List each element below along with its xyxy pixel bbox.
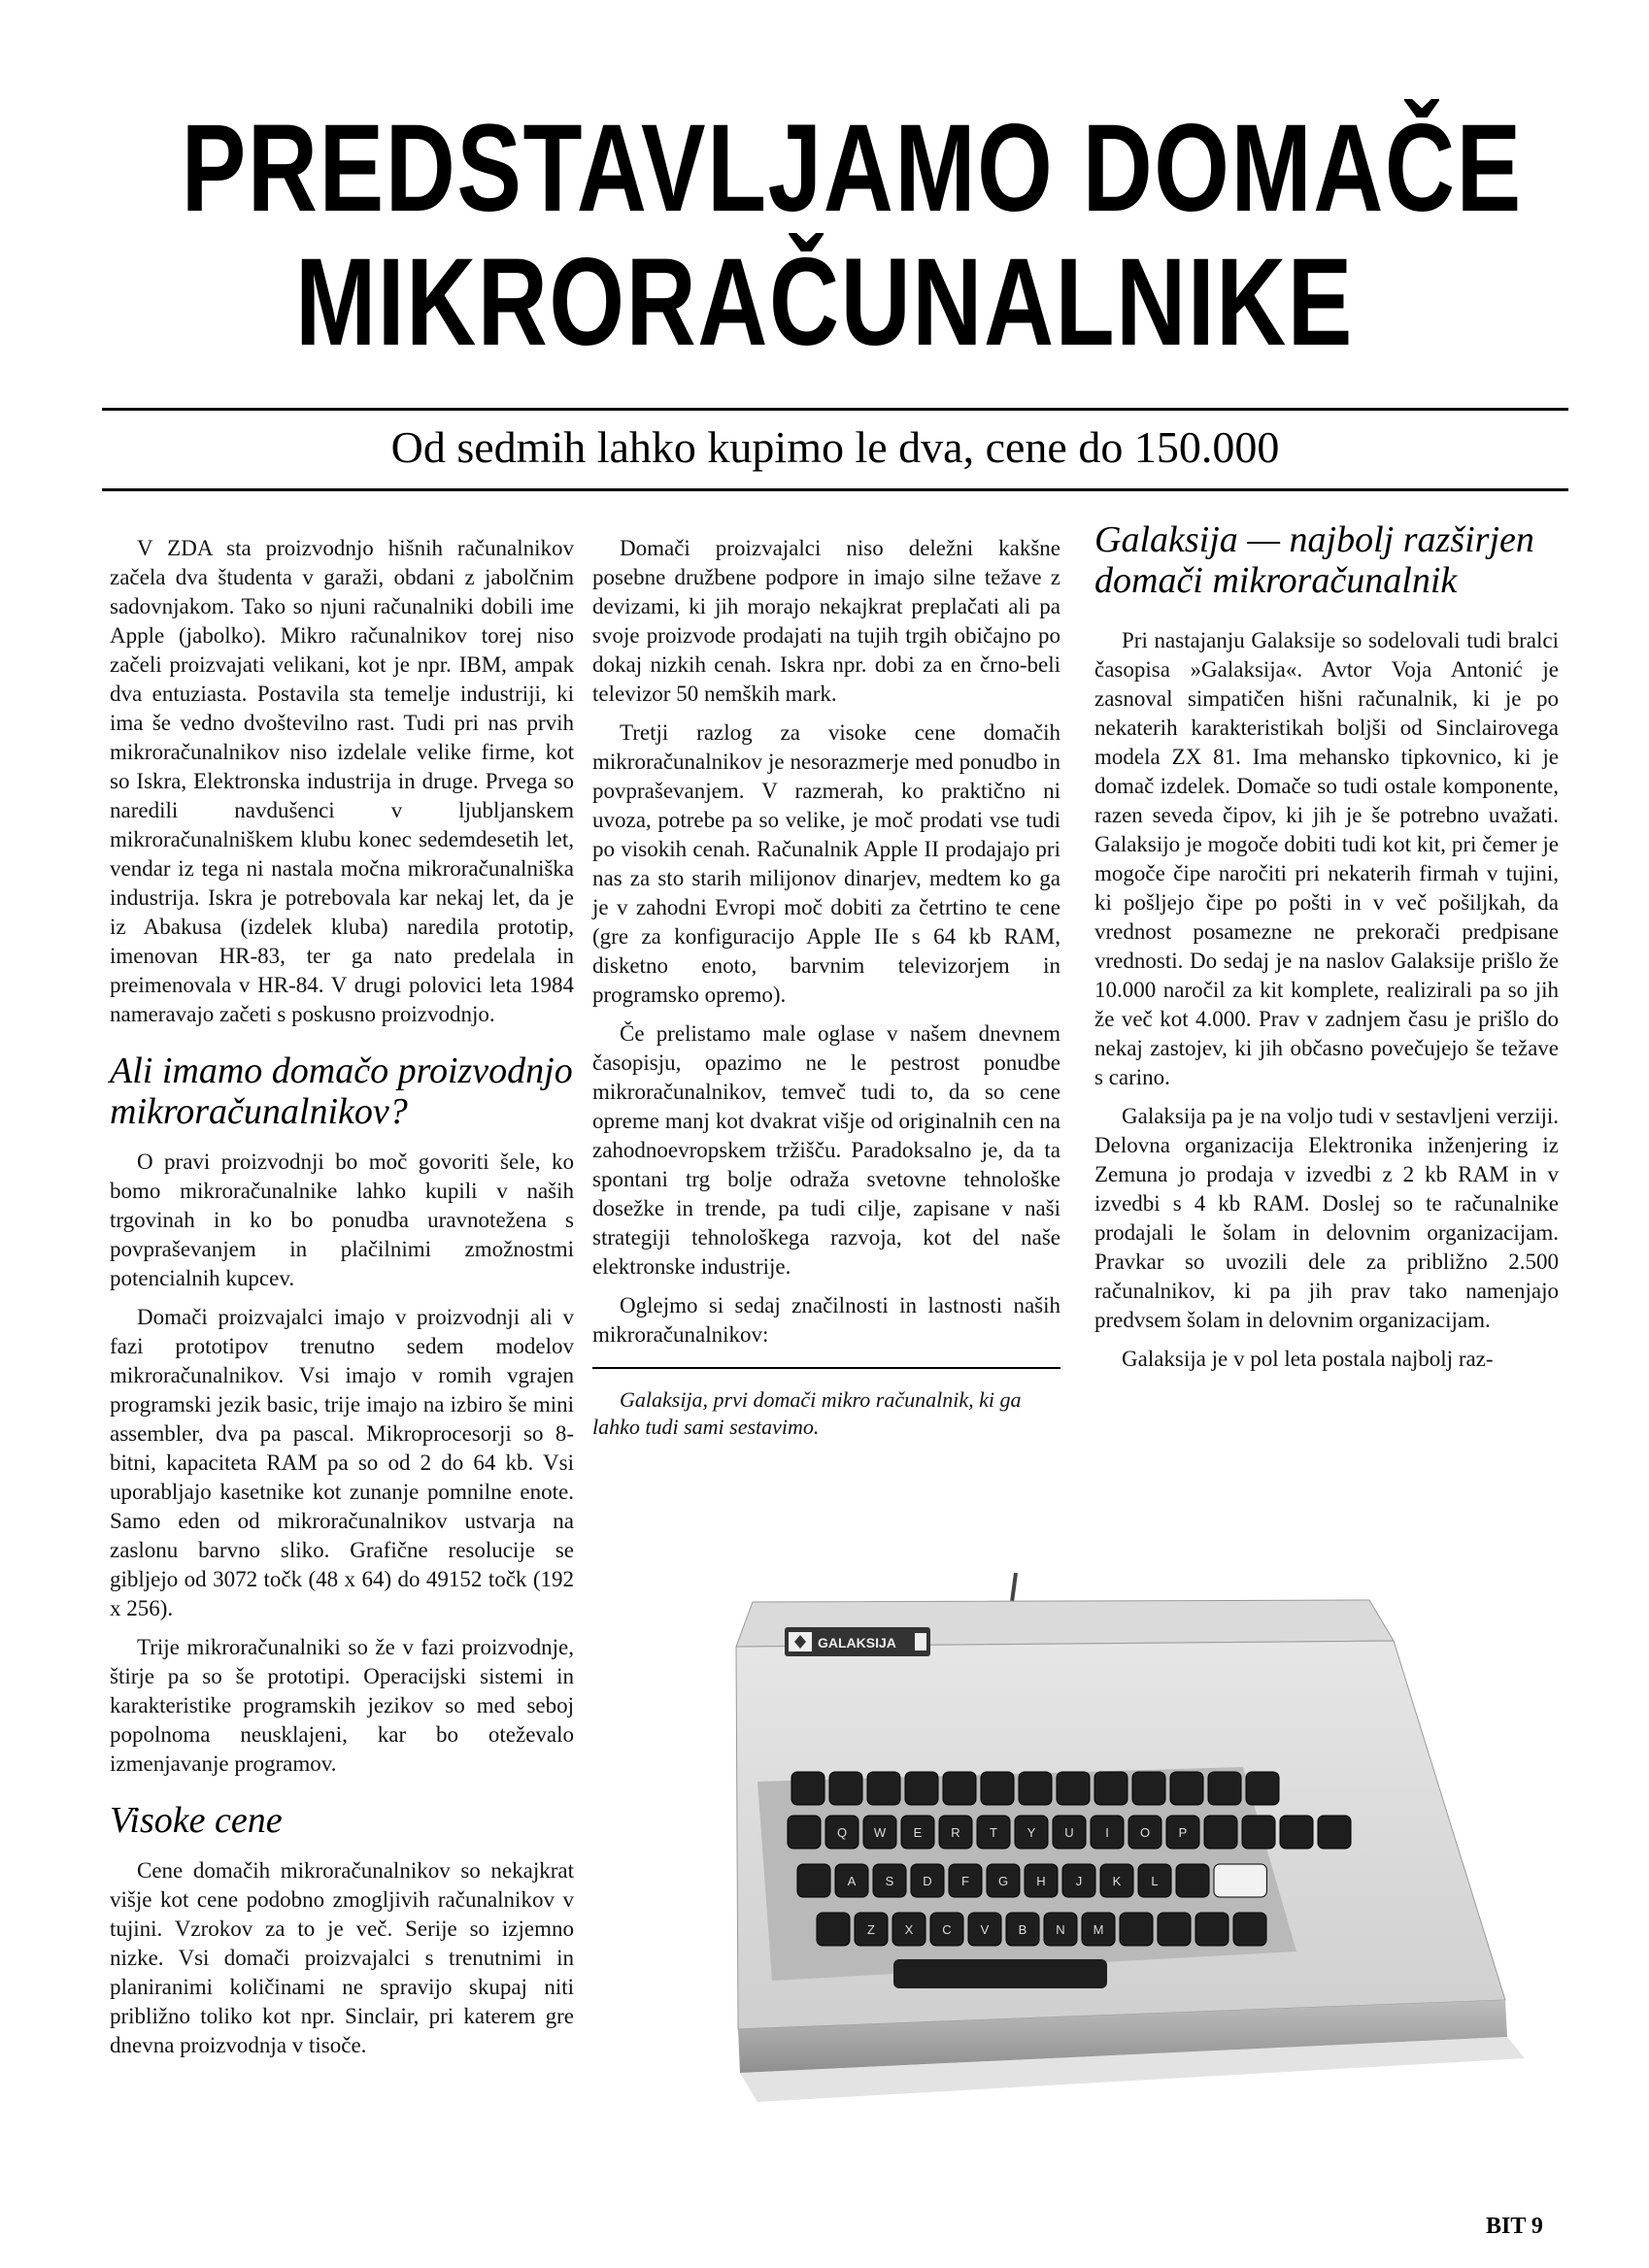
bottom-rule — [102, 488, 1568, 491]
column-2 — [592, 534, 1060, 1451]
keyboard-key — [1204, 1816, 1237, 1849]
paragraph: V ZDA sta proizvodnjo hišnih računalnikov začela dva študenta v garaži, obdani z jabolčnim sadovnjakom. Tako so njuni računalniki dobili ime Apple (jabolko). Mikro računalnikov torej niso začeli proizvajati velikani, kot je npr. IBM, ampak dva entuziasta. Postavila sta temelje industriji, ki ima še vedno dvoštevilno rast. Tudi pri nas prvih mikroračunalnikov niso izdelale velike firme, kot so Iskra, Elektronska industrija in druge. Prvega so naredili navdušenci v ljubljanskem mikroračunalniškem klubu konec sedemdesetih let, vendar iz tega ni nastala močna mikroračunalniška industrija. Iskra je potrebovala kar nekaj let, da je iz Abakusa (izdelek kluba) naredila prototip, imenovan HR-83, ter ga nato predelala in preimenovala v HR-84. V drugi polovici leta 1984 nameravajo začeti s poskusno proizvodnjo. — [110, 536, 574, 1026]
keyboard-key-label: B — [1018, 1922, 1027, 1937]
keyboard-key — [1280, 1816, 1313, 1849]
keyboard-key-label: P — [1178, 1825, 1188, 1840]
keyboard-key-label: F — [961, 1874, 969, 1888]
keyboard-key — [1233, 1913, 1266, 1946]
paragraph: Domači proizvajalci imajo v proizvodnji ali v fazi prototipov trenutno sedem modelov mikroračunalnikov. Vsi imajo v romih vgrajen programski jezik basic, trije imajo na izbiro še mini assembler, dva pa pascal. Mikroprocesorji so 8-bitni, kapaciteta RAM pa so od 2 do 64 kb. Vsi uporabljajo kasetnike kot zunanje pomnilne enote. Samo eden od mikroračunalnikov ustvarja na zaslonu barvno sliko. Grafične resolucije se gibljejo od 3072 točk (48 x 64) do 49152 točk (192 x 256). — [110, 1305, 574, 1620]
paragraph: O pravi proizvodnji bo moč govoriti šele, ko bomo mikroračunalnike lahko kupili v naših trgovinah in ko bo ponudba uravnotežena s povpraševanjem in plačilnimi zmožnostmi potencialnih kupcev. — [110, 1150, 574, 1290]
keyboard-key — [797, 1864, 830, 1897]
keyboard-key-label: N — [1056, 1922, 1065, 1937]
keyboard-key — [1057, 1772, 1090, 1805]
keyboard-key-label: K — [1112, 1874, 1122, 1888]
keyboard-key-label: I — [1105, 1825, 1109, 1840]
keyboard-key — [1246, 1772, 1279, 1805]
keyboard-key — [817, 1913, 850, 1946]
keyboard-key — [943, 1772, 976, 1805]
headline-line-1: PREDSTAVLJAMO DOMAČE — [181, 99, 1523, 238]
paragraph: Cene domačih mikroračunalnikov so nekajkrat višje kot cene podobno zmogljivih računalnikov v tujini. Vzrokov za to je več. Serije so izjemno nizke. Vsi domači proizvajalci s trenutnimi in planiranimi količinami ne spravijo skupaj niti približno toliko kot npr. Sinclair, pri katerem gre dnevna proizvodnja v tisoče. — [110, 1858, 574, 2057]
keyboard-key — [791, 1772, 824, 1805]
paragraph: Trije mikroračunalniki so že v fazi proizvodnje, štirje pa so še prototipi. Operacijski sistemi in karakteristike programskih jezikov so med seboj popolnoma neusklajeni, kar bo oteževalo izmenjavanje programov. — [110, 1635, 574, 1776]
caption-rule — [592, 1367, 1060, 1369]
keyboard-key-label: E — [913, 1825, 923, 1840]
keyboard-key — [1214, 1864, 1266, 1897]
paragraph: Pri nastajanju Galaksije so sodelovali tudi bralci časopisa »Galaksija«. Avtor Voja Antonić je zasnoval simpatičen hišni računalnik, ki je po nekaterih karakteristikah boljši od Sinclairovega modela ZX 81. Ima mehansko tipkovnico, ki je domač izdelek. Domače so tudi ostale komponente, razen seveda čipov, ki jih je še potrebno uvažati. Galaksijo je mogoče dobiti tudi kot kit, pri čemer je mogoče čipe naročiti pri nekaterih firmah v tujini, ki pošljejo čipe po pošti in v več pošiljkah, da vrednost posamezne ne prekorači predpisane vrednosti. Do sedaj je na naslov Galaksije prišlo že 10.000 naročil za kit komplete, realizirali pa so jih že več kot 4.000. Prav v zadnjem času je prišlo do nekaj zastojev, ki jih občasno povečujejo še težave s carino. — [1094, 628, 1559, 1089]
keyboard-key — [1176, 1864, 1209, 1897]
paragraph: Če prelistamo male oglase v našem dnevnem časopisju, opazimo ne le pestrost ponudbe mikroračunalnikov, temveč tudi to, da so cene opreme manj kot dvakrat višje od originalnih cen na zahodnoevropskem tržišču. Paradoksalno je, da ta spontani trg bolje odraža svetovne tehnološke dosežke in trende, pa tudi cilje, zapisane v naši strategiji tehnološkega razvoja, kot del naše elektronske industrije. — [592, 1021, 1060, 1279]
keyboard-key — [1208, 1772, 1241, 1805]
paragraph: Galaksija je v pol leta postala najbolj raz- — [1122, 1347, 1494, 1371]
keyboard-key — [905, 1772, 938, 1805]
keyboard-key — [1170, 1772, 1203, 1805]
brand-label: GALAKSIJA — [818, 1635, 896, 1651]
keyboard-key-label: T — [990, 1825, 997, 1840]
paragraph: Domači proizvajalci niso deležni kakšne posebne družbene podpore in imajo silne težave z devizami, ki jih morajo nekajkrat preplačati ali pa svoje proizvode prodajati na tujih trgih običajno po dokaj nizkih cenah. Iskra npr. dobi za en črno-beli televizor 50 nemških mark. — [592, 536, 1060, 706]
keyboard-key-label: D — [923, 1874, 932, 1888]
space-bar — [893, 1959, 1107, 1988]
paragraph: Tretji razlog za visoke cene domačih mikroračunalnikov je nesorazmerje med ponudbo in povpraševanjem. V razmerah, ko praktično ni uvoza, potrebe pa so velike, je moč prodati vse tudi po visokih cenah. Računalnik Apple II prodajajo pri nas za sto starih milijonov dinarjev, medtem ko ga je v zahodni Evropi moč dobiti za četrtino te cene (gre za konfiguracijo Apple IIe s 64 kb RAM, disketno enoto, barvnim televizorjem in programsko opremo). — [592, 720, 1060, 1007]
column-3 — [1094, 519, 1559, 1384]
keyboard-key-label: X — [904, 1922, 914, 1937]
keyboard-key-label: V — [980, 1922, 990, 1937]
keyboard-key — [1120, 1913, 1153, 1946]
keyboard-key — [1195, 1913, 1228, 1946]
keyboard-key — [1318, 1816, 1351, 1849]
paragraph: Galaksija pa je na voljo tudi v sestavljeni verziji. Delovna organizacija Elektronika inženjering iz Zemuna jo prodaja v izvedbi z 2 kb RAM in v izvedbi s 4 kb RAM. Doslej so te računalnike prodajali le šolam in delovnim organizacijam. Pravkar so uvozili dele za približno 2.500 računalnikov, ki pa jih prav tako namenjajo predvsem šolam in delovnim organizacijam. — [1094, 1104, 1559, 1332]
keyboard-key-label: M — [1093, 1922, 1104, 1937]
keyboard-key — [1094, 1772, 1127, 1805]
keyboard-key — [1132, 1772, 1165, 1805]
keyboard-key-label: S — [885, 1874, 894, 1888]
photo-caption: Galaksija, prvi domači mikro računalnik, ki ga lahko tudi sami sestavimo. — [592, 1387, 1022, 1439]
keyboard-key-label: C — [942, 1922, 952, 1937]
keyboard-key — [1019, 1772, 1052, 1805]
keyboard-key-label: U — [1064, 1825, 1074, 1840]
keyboard-key — [829, 1772, 862, 1805]
column-1 — [110, 534, 574, 2070]
section-heading: Ali imamo domačo proizvodnjo mikroračunalnikov? — [110, 1051, 573, 1132]
keyboard-key-label: Z — [867, 1922, 875, 1937]
galaksija-computer-photo — [699, 1573, 1525, 2117]
paragraph: Oglejmo si sedaj značilnosti in lastnosti naših mikroračunalnikov: — [592, 1293, 1060, 1347]
keyboard-key-label: L — [1151, 1874, 1159, 1888]
keyboard-key-label: O — [1139, 1825, 1151, 1840]
keyboard-key — [1158, 1913, 1191, 1946]
headline-line-2: MIKRORAČUNALNIKE — [295, 233, 1354, 372]
keyboard-key-label: W — [873, 1825, 887, 1840]
keyboard-key-label: G — [997, 1874, 1009, 1888]
top-rule — [102, 408, 1568, 411]
keyboard-key-label: Q — [836, 1825, 848, 1840]
keyboard-key-label: A — [847, 1874, 857, 1888]
keyboard-key-label: J — [1075, 1874, 1083, 1888]
keyboard-key — [981, 1772, 1014, 1805]
keyboard-key-label: R — [951, 1825, 960, 1840]
section-heading: Galaksija — najbolj razširjen domači mikroračunalnik — [1094, 519, 1534, 601]
section-heading: Visoke cene — [110, 1800, 283, 1841]
keyboard-key — [867, 1772, 900, 1805]
keyboard-key — [788, 1816, 821, 1849]
keyboard-key-label: H — [1036, 1874, 1046, 1888]
keyboard-key-label: Y — [1026, 1825, 1036, 1840]
page-folio: BIT 9 — [1486, 2214, 1543, 2239]
keyboard-key — [1242, 1816, 1275, 1849]
subtitle: Od sedmih lahko kupimo le dva, cene do 150.000 — [390, 422, 1280, 472]
